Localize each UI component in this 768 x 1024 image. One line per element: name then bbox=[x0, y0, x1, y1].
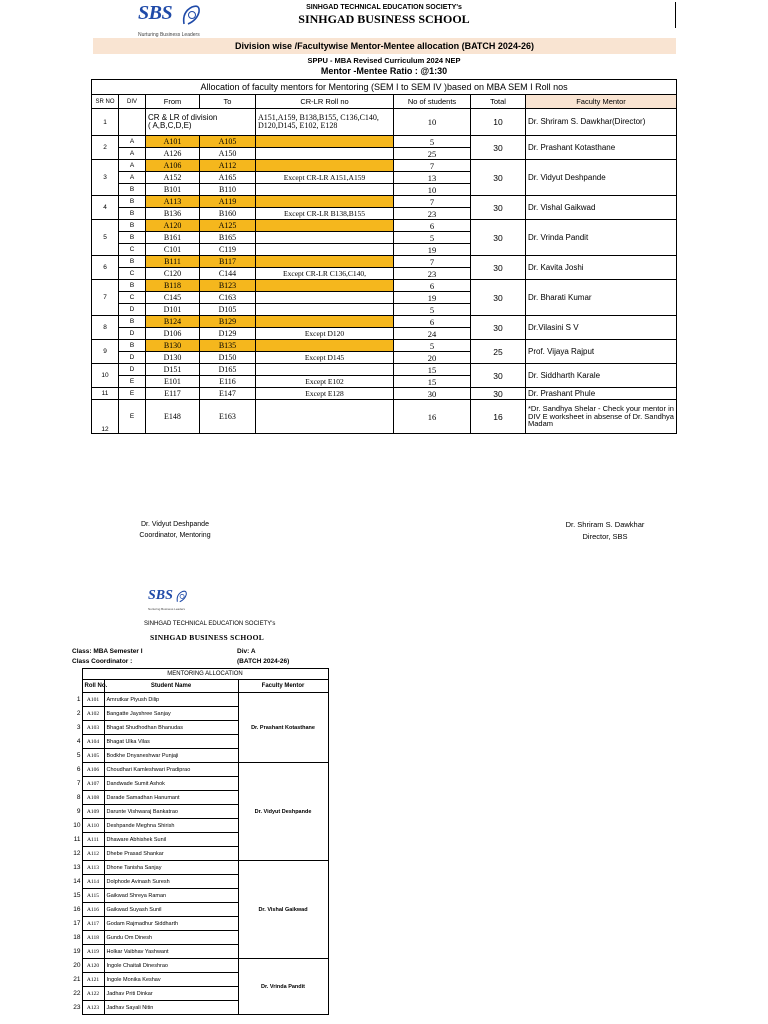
row-index: 20 bbox=[73, 962, 81, 969]
student-name-cell: Bangatte Jayshree Sanjay bbox=[104, 707, 238, 721]
signature-director bbox=[540, 519, 670, 543]
to-cell: A165 bbox=[200, 172, 256, 184]
col-crlr: CR-LR Roll no bbox=[256, 95, 394, 109]
student-count-cell: 6 bbox=[394, 316, 471, 328]
col-roll-no: Roll No. bbox=[82, 680, 104, 693]
student-count-cell: 5 bbox=[394, 304, 471, 316]
student-mentor-roster bbox=[68, 668, 329, 1015]
row-index: 23 bbox=[73, 1004, 81, 1011]
div-cell bbox=[119, 109, 146, 136]
col-srno: SR NO bbox=[92, 95, 119, 109]
student-count-cell: 6 bbox=[394, 280, 471, 292]
list-item bbox=[68, 693, 328, 707]
student-name-cell: Bhagat Ulka Vilas bbox=[104, 735, 238, 749]
div-cell: C bbox=[119, 292, 146, 304]
roll-no-cell: A105 bbox=[82, 749, 104, 763]
crlr-cell bbox=[256, 400, 394, 434]
student-name-cell: Godam Rajmadhur Siddharth bbox=[104, 917, 238, 931]
to-cell: B135 bbox=[200, 340, 256, 352]
row-index: 22 bbox=[73, 990, 81, 997]
table-row bbox=[92, 340, 677, 352]
from-cell: A120 bbox=[146, 220, 200, 232]
list-item bbox=[68, 959, 328, 973]
to-cell: B117 bbox=[200, 256, 256, 268]
student-count-cell: 5 bbox=[394, 340, 471, 352]
student-name-cell: Ingole Monika Keshav bbox=[104, 973, 238, 987]
sr-no-cell: 9 bbox=[92, 340, 119, 364]
logo-tagline-small: Nurturing Business Leaders bbox=[148, 607, 186, 611]
sr-no-cell: 1 bbox=[92, 109, 119, 136]
student-count-cell: 25 bbox=[394, 148, 471, 160]
to-cell: C119 bbox=[200, 244, 256, 256]
to-cell: A119 bbox=[200, 196, 256, 208]
roll-no-cell: A107 bbox=[82, 777, 104, 791]
roll-no-cell: A119 bbox=[82, 945, 104, 959]
student-count-cell: 13 bbox=[394, 172, 471, 184]
div-cell: B bbox=[119, 280, 146, 292]
student-name-cell: Gaikwad Suyash Sunil bbox=[104, 903, 238, 917]
roster-body bbox=[68, 693, 328, 1015]
faculty-mentor-cell: Dr. Vidyut Deshpande bbox=[238, 763, 328, 861]
roll-no-cell: A113 bbox=[82, 861, 104, 875]
col-div: DIV bbox=[119, 95, 146, 109]
student-name-cell: Gundu Om Dinesh bbox=[104, 931, 238, 945]
total-cell: 30 bbox=[471, 196, 526, 220]
student-name-cell: Choudhari Kamleshwari Pradiprao bbox=[104, 763, 238, 777]
from-cell: A106 bbox=[146, 160, 200, 172]
from-cell: CR & LR of division ( A,B,C,D,E) bbox=[146, 109, 256, 136]
from-cell: A101 bbox=[146, 136, 200, 148]
crlr-cell: Except CR-LR B138,B155 bbox=[256, 208, 394, 220]
student-name-cell: Jadhav Sayali Nitin bbox=[104, 1001, 238, 1015]
table-row bbox=[92, 388, 677, 400]
student-name-cell: Dhaware Abhishek Sunil bbox=[104, 833, 238, 847]
faculty-mentor-cell: Dr. Prashant Kotasthane bbox=[526, 136, 677, 160]
from-cell: C120 bbox=[146, 268, 200, 280]
allocation-title: Division wise /Facultywise Mentor-Mentee allocation (BATCH 2024-26) bbox=[93, 38, 676, 54]
logo-text: SBS bbox=[138, 2, 173, 24]
roll-no-cell: A117 bbox=[82, 917, 104, 931]
sr-no-cell: 3 bbox=[92, 160, 119, 196]
from-cell: B136 bbox=[146, 208, 200, 220]
row-index: 1 bbox=[76, 696, 81, 703]
total-cell: 10 bbox=[471, 109, 526, 136]
roll-no-cell: A116 bbox=[82, 903, 104, 917]
crlr-cell bbox=[256, 256, 394, 268]
to-cell: A125 bbox=[200, 220, 256, 232]
to-cell: B129 bbox=[200, 316, 256, 328]
student-name-cell: Darade Samadhan Hanumant bbox=[104, 791, 238, 805]
student-name-cell: Deshpande Meghna Shirish bbox=[104, 819, 238, 833]
from-cell: D106 bbox=[146, 328, 200, 340]
student-name-cell: Dolphode Avinash Suresh bbox=[104, 875, 238, 889]
table-row bbox=[92, 316, 677, 328]
crlr-cell bbox=[256, 292, 394, 304]
director-title: Director, SBS bbox=[582, 532, 628, 541]
roll-no-cell: A109 bbox=[82, 805, 104, 819]
roll-no-cell: A110 bbox=[82, 819, 104, 833]
roll-no-cell: A106 bbox=[82, 763, 104, 777]
to-cell: D150 bbox=[200, 352, 256, 364]
from-cell: B111 bbox=[146, 256, 200, 268]
from-cell: E117 bbox=[146, 388, 200, 400]
div-cell: D bbox=[119, 304, 146, 316]
row-index: 3 bbox=[76, 724, 81, 731]
div-cell: C bbox=[119, 268, 146, 280]
roll-no-cell: A101 bbox=[82, 693, 104, 707]
sr-no-cell: 4 bbox=[92, 196, 119, 220]
div-cell: E bbox=[119, 388, 146, 400]
div-cell: E bbox=[119, 376, 146, 388]
crlr-cell: A151,A159, B138,B155, C136,C140, D120,D145, E102, E128 bbox=[256, 109, 394, 136]
crlr-cell bbox=[256, 280, 394, 292]
faculty-mentor-cell: Dr. Vrinda Pandit bbox=[526, 220, 677, 256]
student-count-cell: 5 bbox=[394, 232, 471, 244]
logo-tagline: Nurturing Business Leaders bbox=[138, 32, 200, 38]
row-index: 4 bbox=[76, 738, 81, 745]
from-cell: B161 bbox=[146, 232, 200, 244]
divider bbox=[675, 2, 676, 28]
table-body bbox=[92, 109, 677, 434]
crlr-cell bbox=[256, 196, 394, 208]
crlr-cell bbox=[256, 340, 394, 352]
div-cell: E bbox=[119, 400, 146, 434]
sr-no-cell: 7 bbox=[92, 280, 119, 316]
from-cell: A152 bbox=[146, 172, 200, 184]
student-count-cell: 10 bbox=[394, 109, 471, 136]
table-row bbox=[92, 364, 677, 376]
col-faculty-mentor-sheet2: Faculty Mentor bbox=[238, 680, 328, 693]
student-name-cell: Dandwade Sumit Ashok bbox=[104, 777, 238, 791]
to-cell: E116 bbox=[200, 376, 256, 388]
student-count-cell: 23 bbox=[394, 208, 471, 220]
student-name-cell: Dhebe Prasad Shankar bbox=[104, 847, 238, 861]
faculty-mentor-cell: Dr. Vidyut Deshpande bbox=[526, 160, 677, 196]
crlr-cell bbox=[256, 304, 394, 316]
total-cell: 30 bbox=[471, 364, 526, 388]
crlr-cell bbox=[256, 316, 394, 328]
sr-no-cell: 11 bbox=[92, 388, 119, 400]
student-count-cell: 24 bbox=[394, 328, 471, 340]
table-row bbox=[92, 280, 677, 292]
to-cell: A105 bbox=[200, 136, 256, 148]
student-name-cell: Bodkhe Dnyaneshwar Punjaji bbox=[104, 749, 238, 763]
crlr-cell bbox=[256, 364, 394, 376]
to-cell: E163 bbox=[200, 400, 256, 434]
roll-no-cell: A123 bbox=[82, 1001, 104, 1015]
row-index: 8 bbox=[76, 794, 81, 801]
row-index: 6 bbox=[76, 766, 81, 773]
mentoring-allocation-title: MENTORING ALLOCATION bbox=[82, 669, 328, 680]
total-cell: 30 bbox=[471, 160, 526, 196]
col-students: No of students bbox=[394, 95, 471, 109]
row-index: 17 bbox=[73, 920, 81, 927]
div-cell: B bbox=[119, 232, 146, 244]
crlr-cell bbox=[256, 148, 394, 160]
director-name: Dr. Shriram S. Dawkhar bbox=[565, 520, 645, 529]
sr-no-cell: 10 bbox=[92, 364, 119, 388]
logo-swoosh-icon bbox=[175, 589, 188, 605]
table-row bbox=[92, 400, 677, 434]
table-row bbox=[92, 136, 677, 148]
to-cell: B123 bbox=[200, 280, 256, 292]
row-index: 10 bbox=[73, 822, 81, 829]
roll-no-cell: A111 bbox=[82, 833, 104, 847]
faculty-mentor-cell: Dr. Vishal Gaikwad bbox=[238, 861, 328, 959]
crlr-cell bbox=[256, 244, 394, 256]
sbs-logo-small bbox=[148, 588, 188, 614]
from-cell: E148 bbox=[146, 400, 200, 434]
faculty-mentor-cell: Prof. Vijaya Rajput bbox=[526, 340, 677, 364]
crlr-cell bbox=[256, 160, 394, 172]
ratio-line: Mentor -Mentee Ratio : @1:30 bbox=[320, 66, 448, 76]
div-cell: A bbox=[119, 136, 146, 148]
from-cell: D130 bbox=[146, 352, 200, 364]
roll-no-cell: A103 bbox=[82, 721, 104, 735]
div-cell: D bbox=[119, 328, 146, 340]
div-cell: B bbox=[119, 220, 146, 232]
list-item bbox=[68, 861, 328, 875]
div-label: Div: A bbox=[237, 648, 256, 655]
student-count-cell: 7 bbox=[394, 160, 471, 172]
student-count-cell: 7 bbox=[394, 256, 471, 268]
to-cell: A112 bbox=[200, 160, 256, 172]
faculty-mentor-cell: Dr.Vilasini S V bbox=[526, 316, 677, 340]
crlr-cell: Except E128 bbox=[256, 388, 394, 400]
mentor-allocation-table bbox=[91, 79, 677, 434]
div-cell: D bbox=[119, 364, 146, 376]
row-index: 12 bbox=[73, 850, 81, 857]
coordinator-title: Coordinator, Mentoring bbox=[139, 532, 211, 540]
total-cell: 30 bbox=[471, 256, 526, 280]
div-cell: A bbox=[119, 148, 146, 160]
student-count-cell: 20 bbox=[394, 352, 471, 364]
from-cell: B101 bbox=[146, 184, 200, 196]
row-index: 9 bbox=[76, 808, 81, 815]
col-student-name: Student Name bbox=[104, 680, 238, 693]
crlr-cell: Except D145 bbox=[256, 352, 394, 364]
from-cell: A113 bbox=[146, 196, 200, 208]
from-cell: D151 bbox=[146, 364, 200, 376]
row-index: 2 bbox=[76, 710, 81, 717]
crlr-cell bbox=[256, 220, 394, 232]
total-cell: 30 bbox=[471, 316, 526, 340]
to-cell: B110 bbox=[200, 184, 256, 196]
roll-no-cell: A104 bbox=[82, 735, 104, 749]
roll-no-cell: A115 bbox=[82, 889, 104, 903]
sr-no-cell: 8 bbox=[92, 316, 119, 340]
from-cell: D101 bbox=[146, 304, 200, 316]
faculty-mentor-cell: *Dr. Sandhya Shelar - Check your mentor in DIV E worksheet in absense of Dr. Sandhya Madam bbox=[526, 400, 677, 434]
student-name-cell: Gaikwad Shreya Raman bbox=[104, 889, 238, 903]
to-cell: B165 bbox=[200, 232, 256, 244]
signature-coordinator bbox=[120, 519, 230, 541]
student-count-cell: 10 bbox=[394, 184, 471, 196]
student-name-cell: Bhagat Shudhodhan Bhanudas bbox=[104, 721, 238, 735]
to-cell: D105 bbox=[200, 304, 256, 316]
row-index: 21 bbox=[73, 976, 81, 983]
roll-no-cell: A108 bbox=[82, 791, 104, 805]
table-row bbox=[92, 256, 677, 268]
coordinator-name: Dr. Vidyut Deshpande bbox=[141, 521, 209, 528]
from-cell: E101 bbox=[146, 376, 200, 388]
student-count-cell: 15 bbox=[394, 376, 471, 388]
crlr-cell: Except CR-LR C136,C140, bbox=[256, 268, 394, 280]
div-cell: A bbox=[119, 172, 146, 184]
from-cell: B130 bbox=[146, 340, 200, 352]
table-caption: Allocation of faculty mentors for Mentoring (SEM I to SEM IV )based on MBA SEM I Roll nos bbox=[92, 80, 677, 95]
society-name-sheet2: SINHGAD TECHNICAL EDUCATION SOCIETY's bbox=[144, 621, 276, 627]
from-cell: C145 bbox=[146, 292, 200, 304]
student-name-cell: Holkar Vaibhav Yashwant bbox=[104, 945, 238, 959]
faculty-mentor-cell: Dr. Prashant Kotasthane bbox=[238, 693, 328, 763]
total-cell: 25 bbox=[471, 340, 526, 364]
crlr-cell: Except D120 bbox=[256, 328, 394, 340]
col-faculty-mentor: Faculty Mentor bbox=[526, 95, 677, 109]
sr-no-cell: 6 bbox=[92, 256, 119, 280]
row-index: 19 bbox=[73, 948, 81, 955]
div-cell: D bbox=[119, 352, 146, 364]
roll-no-cell: A121 bbox=[82, 973, 104, 987]
student-count-cell: 15 bbox=[394, 364, 471, 376]
crlr-cell bbox=[256, 232, 394, 244]
row-index: 16 bbox=[73, 906, 81, 913]
list-item bbox=[68, 763, 328, 777]
table-row bbox=[92, 109, 677, 136]
row-index: 14 bbox=[73, 878, 81, 885]
crlr-cell bbox=[256, 136, 394, 148]
div-cell: B bbox=[119, 184, 146, 196]
student-count-cell: 23 bbox=[394, 268, 471, 280]
faculty-mentor-cell: Dr. Vishal Gaikwad bbox=[526, 196, 677, 220]
student-count-cell: 7 bbox=[394, 196, 471, 208]
faculty-mentor-cell: Dr. Kavita Joshi bbox=[526, 256, 677, 280]
to-cell: C144 bbox=[200, 268, 256, 280]
row-index: 7 bbox=[76, 780, 81, 787]
student-count-cell: 5 bbox=[394, 136, 471, 148]
col-total: Total bbox=[471, 95, 526, 109]
row-index: 18 bbox=[73, 934, 81, 941]
from-cell: B124 bbox=[146, 316, 200, 328]
student-name-cell: Dhone Tanisha Sanjay bbox=[104, 861, 238, 875]
faculty-mentor-cell: Dr. Vrinda Pandit bbox=[238, 959, 328, 1015]
total-cell: 30 bbox=[471, 280, 526, 316]
row-index: 11 bbox=[73, 836, 81, 843]
table-row bbox=[92, 160, 677, 172]
to-cell: E147 bbox=[200, 388, 256, 400]
faculty-mentor-cell: Dr. Bharati Kumar bbox=[526, 280, 677, 316]
total-cell: 16 bbox=[471, 400, 526, 434]
roll-no-cell: A112 bbox=[82, 847, 104, 861]
col-to: To bbox=[200, 95, 256, 109]
faculty-mentor-cell: Dr. Siddharth Karale bbox=[526, 364, 677, 388]
crlr-cell bbox=[256, 184, 394, 196]
crlr-cell: Except E102 bbox=[256, 376, 394, 388]
student-name-cell: Darunte Vishwaraj Bankatrao bbox=[104, 805, 238, 819]
faculty-mentor-cell: Dr. Shriram S. Dawkhar(Director) bbox=[526, 109, 677, 136]
col-from: From bbox=[146, 95, 200, 109]
div-cell: B bbox=[119, 256, 146, 268]
faculty-mentor-cell: Dr. Prashant Phule bbox=[526, 388, 677, 400]
student-name-cell: Ingole Chaitali Dineshrao bbox=[104, 959, 238, 973]
total-cell: 30 bbox=[471, 388, 526, 400]
row-index: 15 bbox=[73, 892, 81, 899]
student-count-cell: 6 bbox=[394, 220, 471, 232]
div-cell: B bbox=[119, 208, 146, 220]
crlr-cell: Except CR-LR A151,A159 bbox=[256, 172, 394, 184]
roll-no-cell: A114 bbox=[82, 875, 104, 889]
div-cell: B bbox=[119, 316, 146, 328]
to-cell: B160 bbox=[200, 208, 256, 220]
row-index: 5 bbox=[76, 752, 81, 759]
student-count-cell: 19 bbox=[394, 292, 471, 304]
from-cell: B118 bbox=[146, 280, 200, 292]
class-coordinator-label: Class Coordinator : bbox=[72, 658, 133, 665]
to-cell: A150 bbox=[200, 148, 256, 160]
batch-label: (BATCH 2024-26) bbox=[237, 658, 290, 665]
student-name-cell: Amrutkar Piyush Dilip bbox=[104, 693, 238, 707]
from-cell: C101 bbox=[146, 244, 200, 256]
div-cell: B bbox=[119, 340, 146, 352]
row-index: 13 bbox=[73, 864, 81, 871]
roll-no-cell: A118 bbox=[82, 931, 104, 945]
from-cell: A126 bbox=[146, 148, 200, 160]
to-cell: C163 bbox=[200, 292, 256, 304]
logo-text-small: SBS bbox=[148, 588, 173, 603]
society-name: SINHGAD TECHNICAL EDUCATION SOCIETY's bbox=[306, 4, 462, 11]
roll-no-cell: A102 bbox=[82, 707, 104, 721]
sr-no-cell: 2 bbox=[92, 136, 119, 160]
to-cell: D165 bbox=[200, 364, 256, 376]
table-row bbox=[92, 196, 677, 208]
school-name-sheet2: SINHGAD BUSINESS SCHOOL bbox=[150, 633, 265, 642]
total-cell: 30 bbox=[471, 220, 526, 256]
class-label: Class: MBA Semester I bbox=[72, 648, 143, 655]
sr-no-cell: 12 bbox=[92, 400, 119, 434]
student-count-cell: 30 bbox=[394, 388, 471, 400]
student-count-cell: 19 bbox=[394, 244, 471, 256]
to-cell: D129 bbox=[200, 328, 256, 340]
div-cell: C bbox=[119, 244, 146, 256]
div-cell: B bbox=[119, 196, 146, 208]
student-name-cell: Jadhav Priti Dinkar bbox=[104, 987, 238, 1001]
roll-no-cell: A122 bbox=[82, 987, 104, 1001]
curriculum-line: SPPU - MBA Revised Curriculum 2024 NEP bbox=[307, 56, 461, 65]
roll-no-cell: A120 bbox=[82, 959, 104, 973]
student-count-cell: 16 bbox=[394, 400, 471, 434]
total-cell: 30 bbox=[471, 136, 526, 160]
div-cell: A bbox=[119, 160, 146, 172]
school-name: SINHGAD BUSINESS SCHOOL bbox=[298, 12, 470, 26]
sr-no-cell: 5 bbox=[92, 220, 119, 256]
table-row bbox=[92, 220, 677, 232]
